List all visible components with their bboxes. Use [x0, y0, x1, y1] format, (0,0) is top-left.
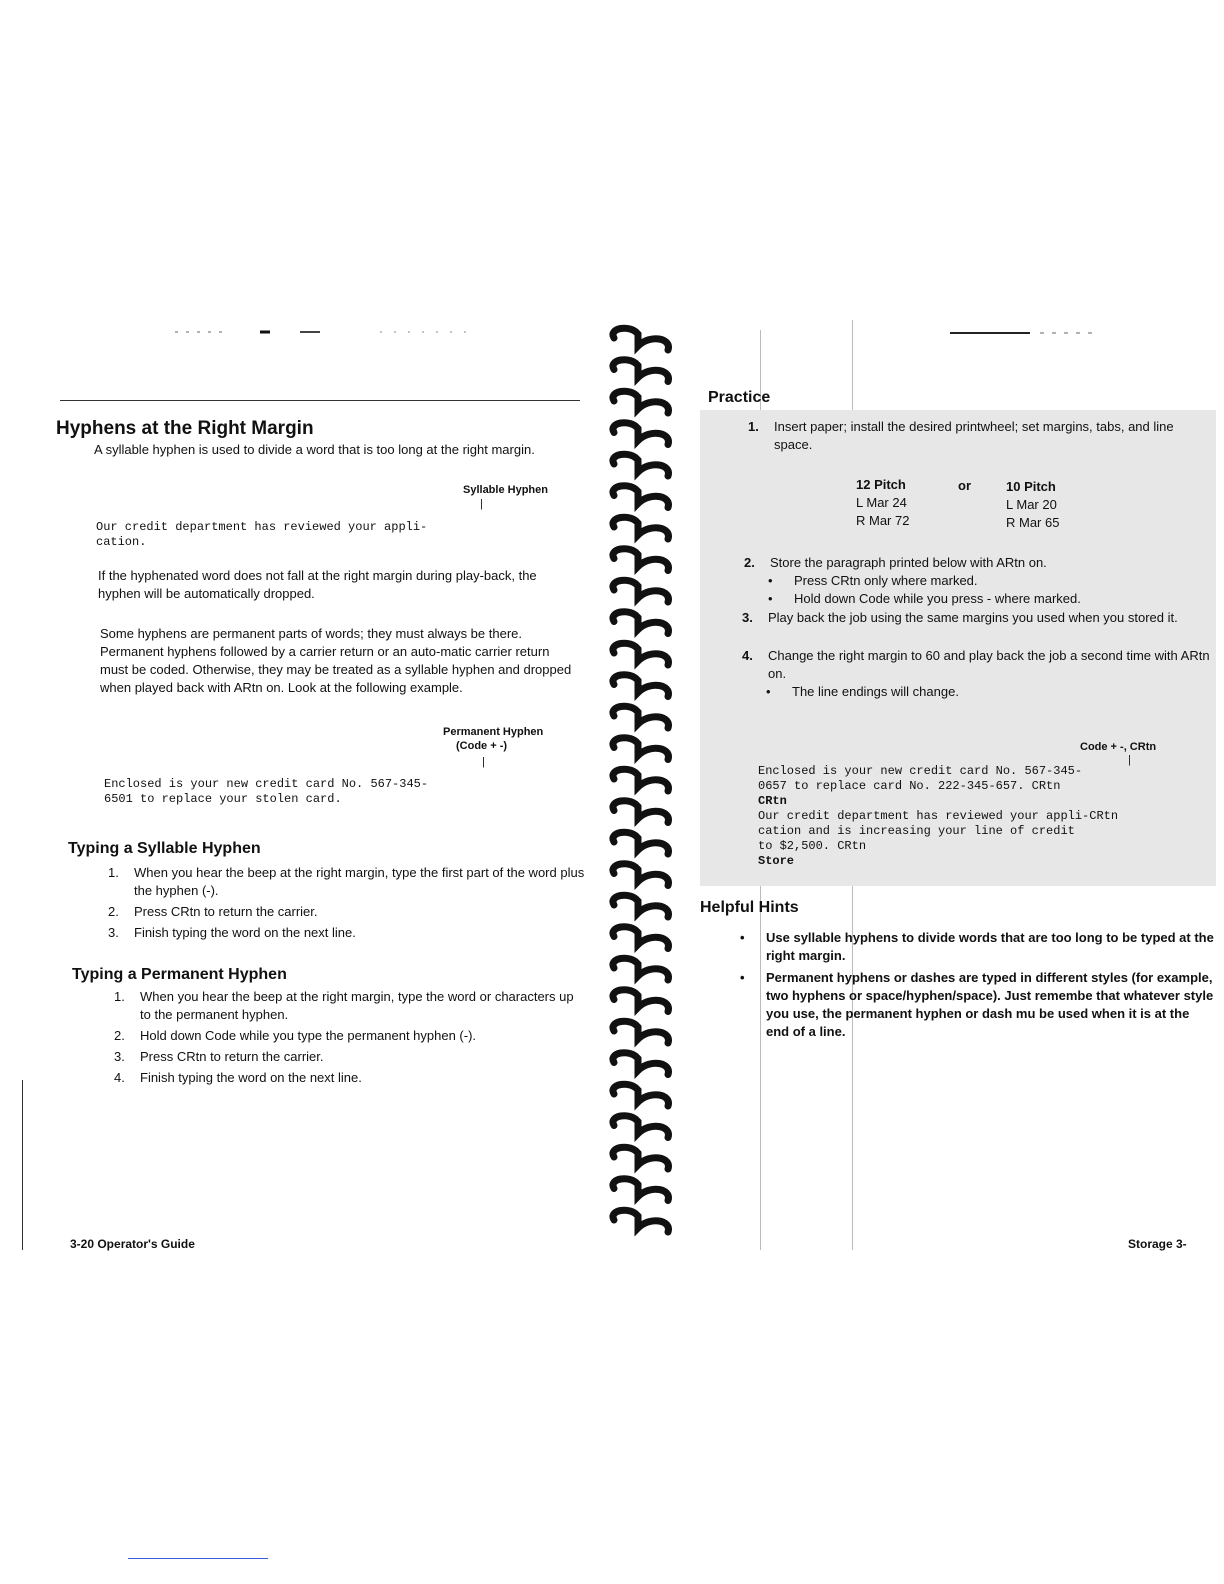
spiral-coil — [613, 549, 669, 571]
example-line: Our credit department has reviewed your appli- — [96, 520, 428, 534]
example-line: Enclosed is your new credit card No. 567-345- — [758, 764, 1083, 778]
spiral-coil — [613, 360, 669, 382]
spiral-coil — [613, 1116, 669, 1138]
page-title: Hyphens at the Right Margin — [56, 418, 314, 439]
spiral-coil — [613, 738, 669, 760]
hint-item: • Use syllable hyphens to divide words that are too long to be typed at the right margin. — [740, 930, 1214, 963]
step-item: 2. Hold down Code while you type the permanent hyphen (-). — [114, 1028, 477, 1043]
step-item: 4. Finish typing the word on the next line. — [114, 1070, 362, 1085]
left-footer: 3-20 Operator's Guide — [70, 1237, 195, 1251]
left-edge-line — [22, 1080, 23, 1250]
practice-step-2: 2. Store the paragraph printed below with ARtn on. • Press CRtn only where marked. • Hold down Code while you press - where marked. — [744, 555, 1081, 606]
example-line: to $2,500. CRtn — [758, 839, 867, 853]
hint-item: • Permanent hyphens or dashes are typed in different styles (for example, two hyphens or space/hyphen/space). Just remembe that whatever style you use, the permanent hyphen or dash mu be used when it is at the end of a line. — [740, 970, 1214, 1039]
spiral-coil — [613, 1210, 669, 1232]
practice-example — [758, 764, 1118, 869]
example-line: 0657 to replace card No. 222-345-657. CRtn — [758, 779, 1061, 793]
practice-step-1: 1. Insert paper; install the desired printwheel; set margins, tabs, and line space. — [748, 419, 1174, 452]
practice-title: Practice — [708, 389, 771, 406]
example-line: cation and is increasing your line of credit — [758, 824, 1075, 838]
spiral-coil — [613, 927, 669, 949]
spiral-coil — [613, 1147, 669, 1169]
paragraph-permanent-hyphens: Some hyphens are permanent parts of words; they must always be there. Permanent hyphens followed by a carrier return or an auto-matic carrier return must be coded. Otherwise, they may be treated as a syllable hyphen and dropped when played back with ARtn on. Look at the following example. — [100, 626, 572, 695]
intro-paragraph: A syllable hyphen is used to divide a word that is too long at the right margin. — [94, 442, 535, 457]
code-marker: | — [1128, 754, 1131, 766]
pitch-12-block: 12 Pitch L Mar 24 R Mar 72 — [856, 477, 910, 528]
permanent-hyphen-marker: | — [482, 756, 485, 768]
spiral-coil — [613, 801, 669, 823]
step-item: 1. When you hear the beep at the right margin, type the word or characters up to the permanent hyphen. — [114, 989, 574, 1022]
spiral-coil — [613, 958, 669, 980]
spiral-coil — [613, 517, 669, 539]
code-crtn-label: Code + -, CRtn — [1080, 741, 1157, 753]
example-permanent — [104, 777, 428, 807]
spiral-coil — [613, 328, 669, 350]
spiral-coil — [613, 643, 669, 665]
example-line: CRtn — [758, 794, 787, 808]
right-footer: Storage 3- — [1128, 1237, 1187, 1251]
example-syllable — [96, 520, 427, 550]
steps-syllable — [108, 864, 588, 942]
example-line: Enclosed is your new credit card No. 567-345- — [104, 777, 429, 791]
syllable-hyphen-marker: | — [480, 498, 483, 510]
pitch-or: or — [958, 478, 971, 493]
step-item: 3. Press CRtn to return the carrier. — [114, 1049, 324, 1064]
spiral-coil — [613, 832, 669, 854]
spiral-coil — [613, 706, 669, 728]
spiral-coil — [613, 1021, 669, 1043]
spiral-coil — [613, 580, 669, 602]
practice-step-4: 4. Change the right margin to 60 and play back the job a second time with ARtn on. • The line endings will change. — [742, 648, 1210, 699]
top-scan-marks-right — [940, 326, 1120, 340]
syllable-hyphen-label: Syllable Hyphen — [463, 484, 548, 496]
top-scan-marks-left — [170, 320, 490, 340]
helpful-hints-list — [740, 929, 1216, 1041]
spiral-coil — [613, 486, 669, 508]
spiral-coil — [613, 895, 669, 917]
step-item: 2. Press CRtn to return the carrier. — [108, 904, 318, 919]
paragraph-playback: If the hyphenated word does not fall at the right margin during play-back, the hyphen will be automatically dropped. — [98, 568, 537, 601]
spiral-coil — [613, 864, 669, 886]
spiral-coil — [613, 1179, 669, 1201]
spiral-coil — [613, 391, 669, 413]
spiral-coil — [613, 675, 669, 697]
example-line: 6501 to replace your stolen card. — [104, 792, 342, 806]
steps-permanent — [114, 988, 574, 1087]
pitch-10-block: 10 Pitch L Mar 20 R Mar 65 — [1006, 479, 1060, 530]
permanent-hyphen-code: (Code + -) — [456, 740, 508, 752]
helpful-hints-title: Helpful Hints — [700, 899, 799, 916]
spiral-coil — [613, 454, 669, 476]
spiral-coil — [613, 769, 669, 791]
left-header-rule — [60, 400, 580, 401]
spiral-coil — [613, 1084, 669, 1106]
permanent-hyphen-label: Permanent Hyphen — [443, 726, 544, 738]
section-title-syllable: Typing a Syllable Hyphen — [68, 840, 261, 857]
example-line: cation. — [96, 535, 147, 549]
example-line: Store — [758, 854, 795, 868]
spiral-binding — [600, 320, 680, 1250]
spiral-coil — [613, 612, 669, 634]
spiral-coil — [613, 1053, 669, 1075]
spiral-coil — [613, 423, 669, 445]
practice-step-3: 3. Play back the job using the same margins you used when you stored it. — [742, 610, 1178, 625]
bottom-rule — [128, 1558, 268, 1559]
step-item: 1. When you hear the beep at the right margin, type the first part of the word plus the hyphen (-). — [108, 865, 585, 898]
step-item: 3. Finish typing the word on the next line. — [108, 925, 356, 940]
section-title-permanent: Typing a Permanent Hyphen — [72, 966, 287, 983]
example-line: Our credit department has reviewed your appli-CRtn — [758, 809, 1119, 823]
spiral-coil — [613, 990, 669, 1012]
